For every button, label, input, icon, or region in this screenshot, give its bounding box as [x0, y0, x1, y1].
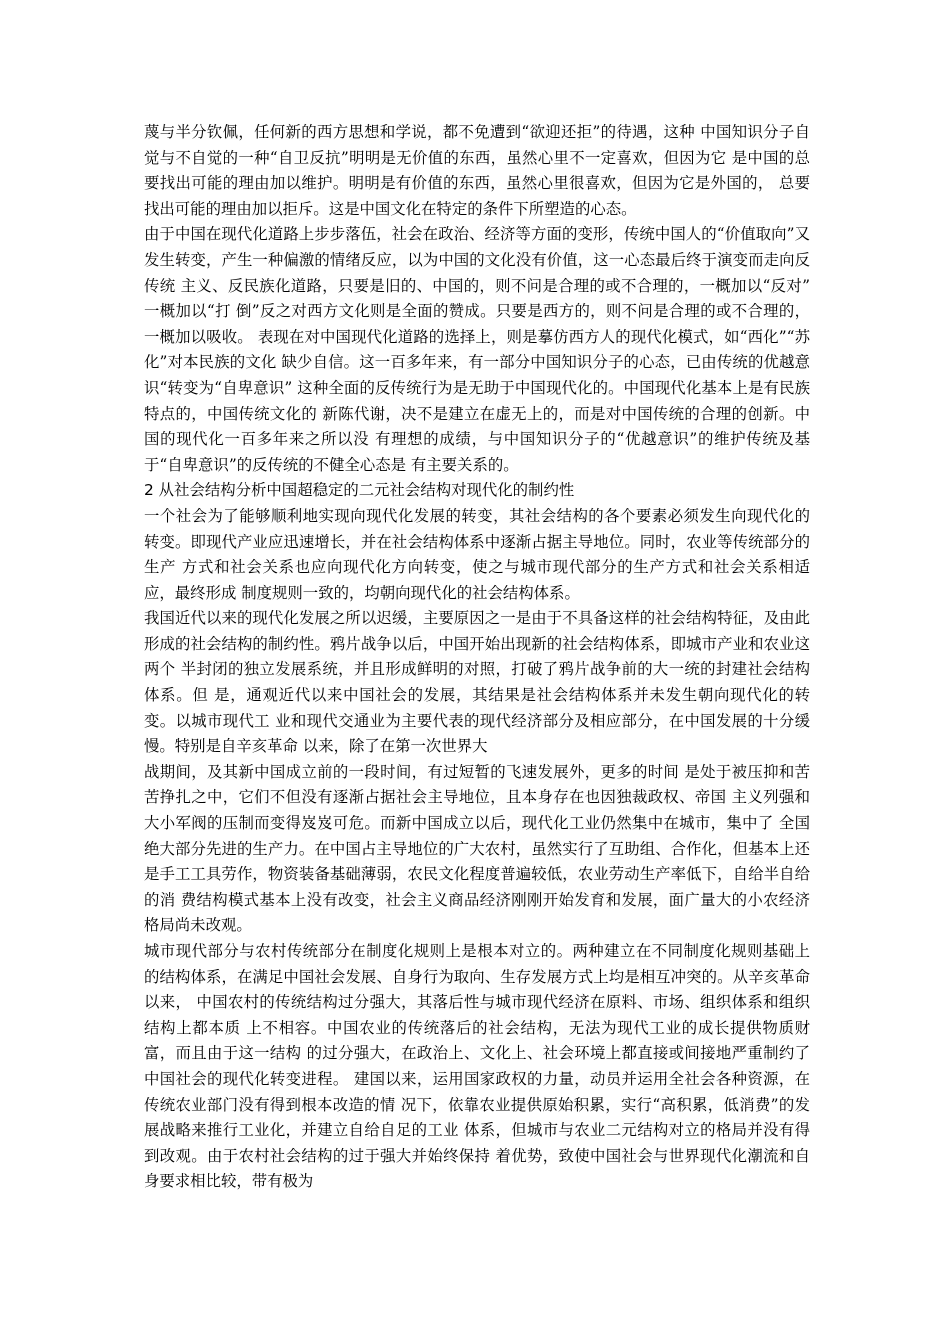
paragraph-intellectual-mindset: 蔑与半分钦佩，任何新的西方思想和学说，都不免遭到“欲迎还拒”的待遇，这种 中国知识分子自觉与不自觉的一种“自卫反抗”明明是无价值的东西，虽然心里不一定喜欢，但因为它 是中国的总要找出可能的理由加以维护。明明是有价值的东西，虽然心里很喜欢，但因为它是外国的， 总要找出可能的理由加以拒斥。这是中国文化在特定的条件下所塑造的心态。: [144, 123, 810, 218]
paragraph-wartime-development: 战期间，及其新中国成立前的一段时间，有过短暂的飞速发展外，更多的时间 是处于被压抑和苦苦挣扎之中，它们不但没有逐渐占据社会主导地位，且本身存在也因独裁政权、帝国 主义列强和大小军阀的压制而变得岌岌可危。而新中国成立以后，现代化工业仍然集中在城市，集中了 全国绝大部分先进的生产力。在中国占主导地位的广大农村，虽然实行了互助组、合作化，但基本上还 是手工工具劳作，物资装备基础薄弱，农民文化程度普遍较低，农业劳动生产率低下，自给半自给的消 费结构模式基本上没有改变，社会主义商品经济刚刚开始发育和发展，面广量大的小农经济格局尚未改观。: [144, 762, 810, 935]
paragraph-modern-history: 我国近代以来的现代化发展之所以迟缓，主要原因之一是由于不具备这样的社会结构特征，及由此 形成的社会结构的制约性。鸦片战争以后，中国开始出现新的社会结构体系，即城市产业和农业这两个 半封闭的独立发展系统，并且形成鲜明的对照，打破了鸦片战争前的大一统的封建社会结构体系。但 是，通观近代以来中国社会的发展，其结果是社会结构体系并未发生朝向现代化的转变。以城市现代工 业和现代交通业为主要代表的现代经济部分及相应部分，在中国发展的十分缓慢。特别是自辛亥革命 以来，除了在第一次世界大: [144, 609, 810, 756]
paragraph-urban-rural-duality: 城市现代部分与农村传统部分在制度化规则上是根本对立的。两种建立在不同制度化规则基础上 的结构体系，在满足中国社会发展、自身行为取向、生存发展方式上均是相互冲突的。从辛亥革命以来， 中国农村的传统结构过分强大，其落后性与城市现代经济在原料、市场、组织体系和组织结构上都本质 上不相容。中国农业的传统落后的社会结构，无法为现代工业的成长提供物质财富，而且由于这一结构 的过分强大，在政治上、文化上、社会环境上都直接或间接地严重制约了中国社会的现代化转变进程。 建国以来，运用国家政权的力量，动员并运用全社会各种资源，在传统农业部门没有得到根本改造的情 况下，依靠农业提供原始积累，实行“高积累，低消费”的发展战略来推行工业化，并建立自给自足的工业 体系，但城市与农业二元结构对立的格局并没有得到改观。由于农村社会结构的过于强大并始终保持 着优势，致使中国社会与世界现代化潮流和自身要求相比较，带有极为: [144, 942, 810, 1191]
document-page: [144, 120, 810, 1195]
paragraph-social-transformation: 一个社会为了能够顺利地实现向现代化发展的转变，其社会结构的各个要素必须发生向现代化的 转变。即现代产业应迅速增长，并在社会结构体系中逐渐占据主导地位。同时，农业等传统部分的生产 方式和社会关系也应向现代化方向转变，使之与城市现代部分的生产方式和社会关系相适应，最终形成 制度规则一致的，均朝向现代化的社会结构体系。: [144, 506, 810, 602]
paragraph-anti-tradition: 由于中国在现代化道路上步步落伍，社会在政治、经济等方面的变形，传统中国人的“价值取向”又 发生转变，产生一种偏激的情绪反应，以为中国的文化没有价值，这一心态最后终于演变而走向反传统 主义、反民族化道路，只要是旧的、中国的，则不问是合理的或不合理的，一概加以“反对” 一概加以“打 倒”反之对西方文化则是全面的赞成。只要是西方的，则不问是合理的或不合理的，一概加以吸收。 表现在对中国现代化道路的选择上，则是摹仿西方人的现代化模式，如“西化”“苏化”对本民族的文化 缺少自信。这一百多年来，有一部分中国知识分子的心态，已由传统的优越意识“转变为“自卑意识” 这种全面的反传统行为是无助于中国现代化的。中国现代化基本上是有民族特点的，中国传统文化的 新陈代谢，决不是建立在虚无上的，而是对中国传统的合理的创新。中国的现代化一百多年来之所以没 有理想的成绩，与中国知识分子的“优越意识”的维护传统及基于“自卑意识”的反传统的不健全心态是 有主要关系的。: [144, 225, 810, 474]
section-heading-social-structure: 2 从社会结构分析中国超稳定的二元社会结构对现代化的制约性: [144, 481, 575, 500]
